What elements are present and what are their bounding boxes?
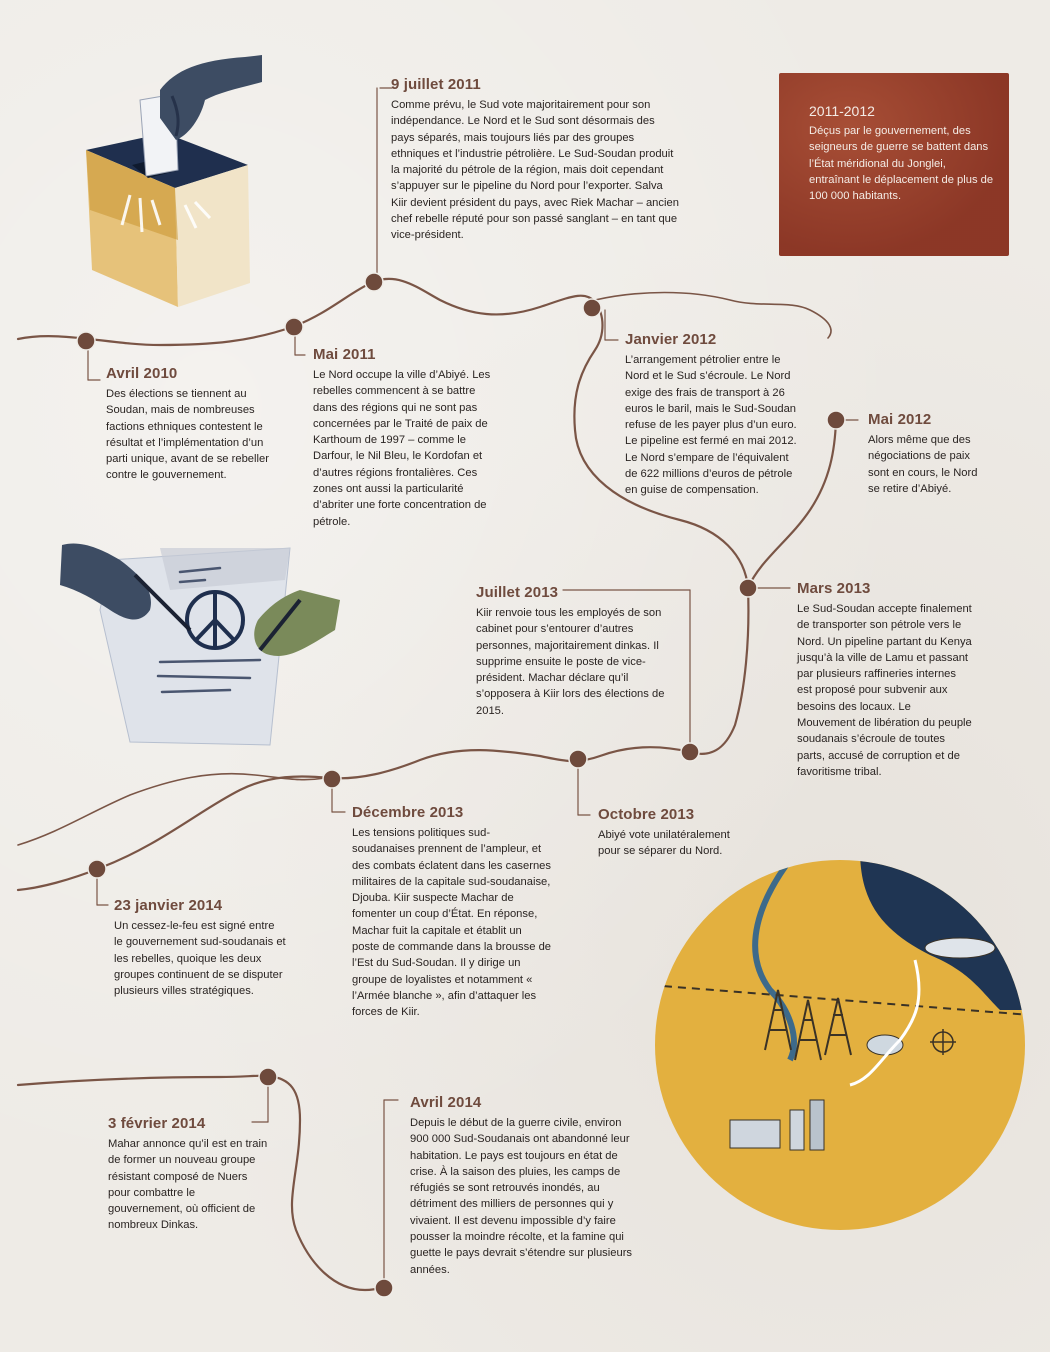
event-janvier-2012	[625, 331, 797, 499]
dot-juillet-2011	[365, 273, 383, 291]
event-text: Comme prévu, le Sud vote majoritairement pour son indépendance. Le Nord et le Sud sont désormais des pays séparés, mais toujours liés par des groupes ethniques et l’industrie pétrolière. Le Sud-Soudan produit la majorité du pétrole de la région, mais doit cependant s’appuyer sur le pipeline du Nord pour l’exporter. Salva Kiir devient président du pays, avec Riek Machar – ancien chef rebelle réputé pour son passé sanglant – en tant que vice-président.	[391, 99, 679, 242]
event-text: L’arrangement pétrolier entre le Nord et le Sud s’écroule. Le Nord exige des frais de transport à 26 euros le baril, mais le Sud-Soudan refuse de les payer plus d’un euro. Le pipeline est fermé en mai 2012. Le Nord s’empare de l’équivalent de 622 millions d’euros de pétrole en guise de compensation.	[625, 354, 797, 497]
dot-decembre-2013	[323, 770, 341, 788]
event-text: Abiyé vote unilatéralement pour se séparer du Nord.	[598, 829, 730, 858]
event-date: 9 juillet 2011	[391, 76, 481, 93]
event-date: Janvier 2012	[625, 331, 717, 348]
dot-avril-2010	[77, 332, 95, 350]
event-mai-2011	[313, 346, 498, 530]
event-janvier-2014	[114, 897, 286, 999]
event-avril-2010	[106, 365, 271, 484]
event-avril-2014	[410, 1094, 640, 1278]
event-date: Décembre 2013	[352, 804, 464, 821]
event-text: Depuis le début de la guerre civile, environ 900 000 Sud-Soudanais ont abandonné leur habitation. Le pays est toujours en état de crise. À la saison des pluies, les camps de réfugiés se sont retrouvés inondés, au détriment des milliers de personnes qui y vivaient. Il est devenu impossible d’y faire pousser la moindre récolte, et la famine qui guette le pays devrait s’étendre sur plusieurs années.	[410, 1117, 633, 1276]
dot-mai-2012	[827, 411, 845, 429]
event-juillet-2011	[391, 76, 681, 244]
event-mai-2012	[868, 411, 983, 497]
dot-mai-2011	[285, 318, 303, 336]
event-mars-2013	[797, 580, 972, 780]
event-juillet-2013	[476, 584, 686, 719]
event-text: Des élections se tiennent au Soudan, mais de nombreuses factions ethniques contestent le résultat et l’implémentation d’un parti unique, avant de se rebeller contre le gouvernement.	[106, 388, 269, 482]
event-date: Mai 2011	[313, 346, 376, 363]
dot-janvier-2012	[583, 299, 601, 317]
event-octobre-2013	[598, 806, 738, 860]
event-date: Avril 2014	[410, 1094, 482, 1111]
event-decembre-2013	[352, 804, 552, 1021]
callout-date: 2011-2012	[809, 103, 875, 119]
event-date: Mars 2013	[797, 580, 871, 597]
event-text: Kiir renvoie tous les employés de son cabinet pour s’entourer d’autres personnes, majoritairement dinkas. Il supprime ensuite le poste de vice-président. Machar déclare qu’il s’opposera à Kiir lors des élections de 2015.	[476, 607, 665, 717]
event-date: Mai 2012	[868, 411, 932, 428]
event-text: Mahar annonce qu’il est en train de former un nouveau groupe résistant composé de Nuers pour combattre le gouvernement, où officient de nombreux Dinkas.	[108, 1138, 268, 1232]
event-text: Le Sud-Soudan accepte finalement de transporter son pétrole vers le Nord. Un pipeline partant du Kenya jusqu’à la ville de Lamu et passant par plusieurs raffineries internes est proposé pour subvenir aux besoins des locaux. Le Mouvement de libération du peuple soudanais s’écroule de toutes parts, accusé de corruption et de favoritisme tribal.	[797, 603, 972, 778]
callout-text: Déçus par le gouvernement, des seigneurs de guerre se battent dans l’État méridional du Jonglei, entraînant le déplacement de plus de 100 000 habitants.	[809, 125, 994, 203]
event-date: Octobre 2013	[598, 806, 695, 823]
event-text: Le Nord occupe la ville d’Abiyé. Les rebelles commencent à se battre dans des régions qui ne sont pas concernées par le Traité de paix de Karthoum de 1997 – comme le Darfour, le Nil Bleu, le Kordofan et d’autres régions frontalières. Ces zones ont aussi la particularité d’abriter une forte concentration de pétrole.	[313, 369, 491, 528]
event-date: 3 février 2014	[108, 1115, 206, 1132]
timeline-path-middle-extra	[18, 774, 325, 845]
event-text: Alors même que des négociations de paix sont en cours, le Nord se retire d’Abiyé.	[868, 434, 978, 495]
event-date: 23 janvier 2014	[114, 897, 223, 914]
event-date: Avril 2010	[106, 365, 178, 382]
dot-juillet-2013	[681, 743, 699, 761]
event-text: Les tensions politiques sud-soudanaises prennent de l’ampleur, et des combats éclatent dans les casernes militaires de la capitale sud-soudanaise, Djouba. Kiir suspecte Machar de fomenter un coup d’État. En réponse, Machar fuit la capitale et établit un poste de commande dans la brousse de l’Est du Sud-Soudan. Il y dirige un groupe de loyalistes et notamment « l’Armée blanche », afin d’attaquer les forces de Kiir.	[352, 827, 552, 1019]
event-date: Juillet 2013	[476, 584, 559, 601]
event-fevrier-2014	[108, 1115, 268, 1234]
dot-octobre-2013	[569, 750, 587, 768]
event-text: Un cessez-le-feu est signé entre le gouvernement sud-soudanais et les rebelles, quoique les deux groupes continuent de se disputer plusieurs villes stratégiques.	[114, 920, 286, 998]
callout-2011-2012	[779, 73, 1009, 256]
dot-avril-2014	[375, 1279, 393, 1297]
dot-mars-2013	[739, 579, 757, 597]
dot-fevrier-2014	[259, 1068, 277, 1086]
dot-janvier-2014	[88, 860, 106, 878]
